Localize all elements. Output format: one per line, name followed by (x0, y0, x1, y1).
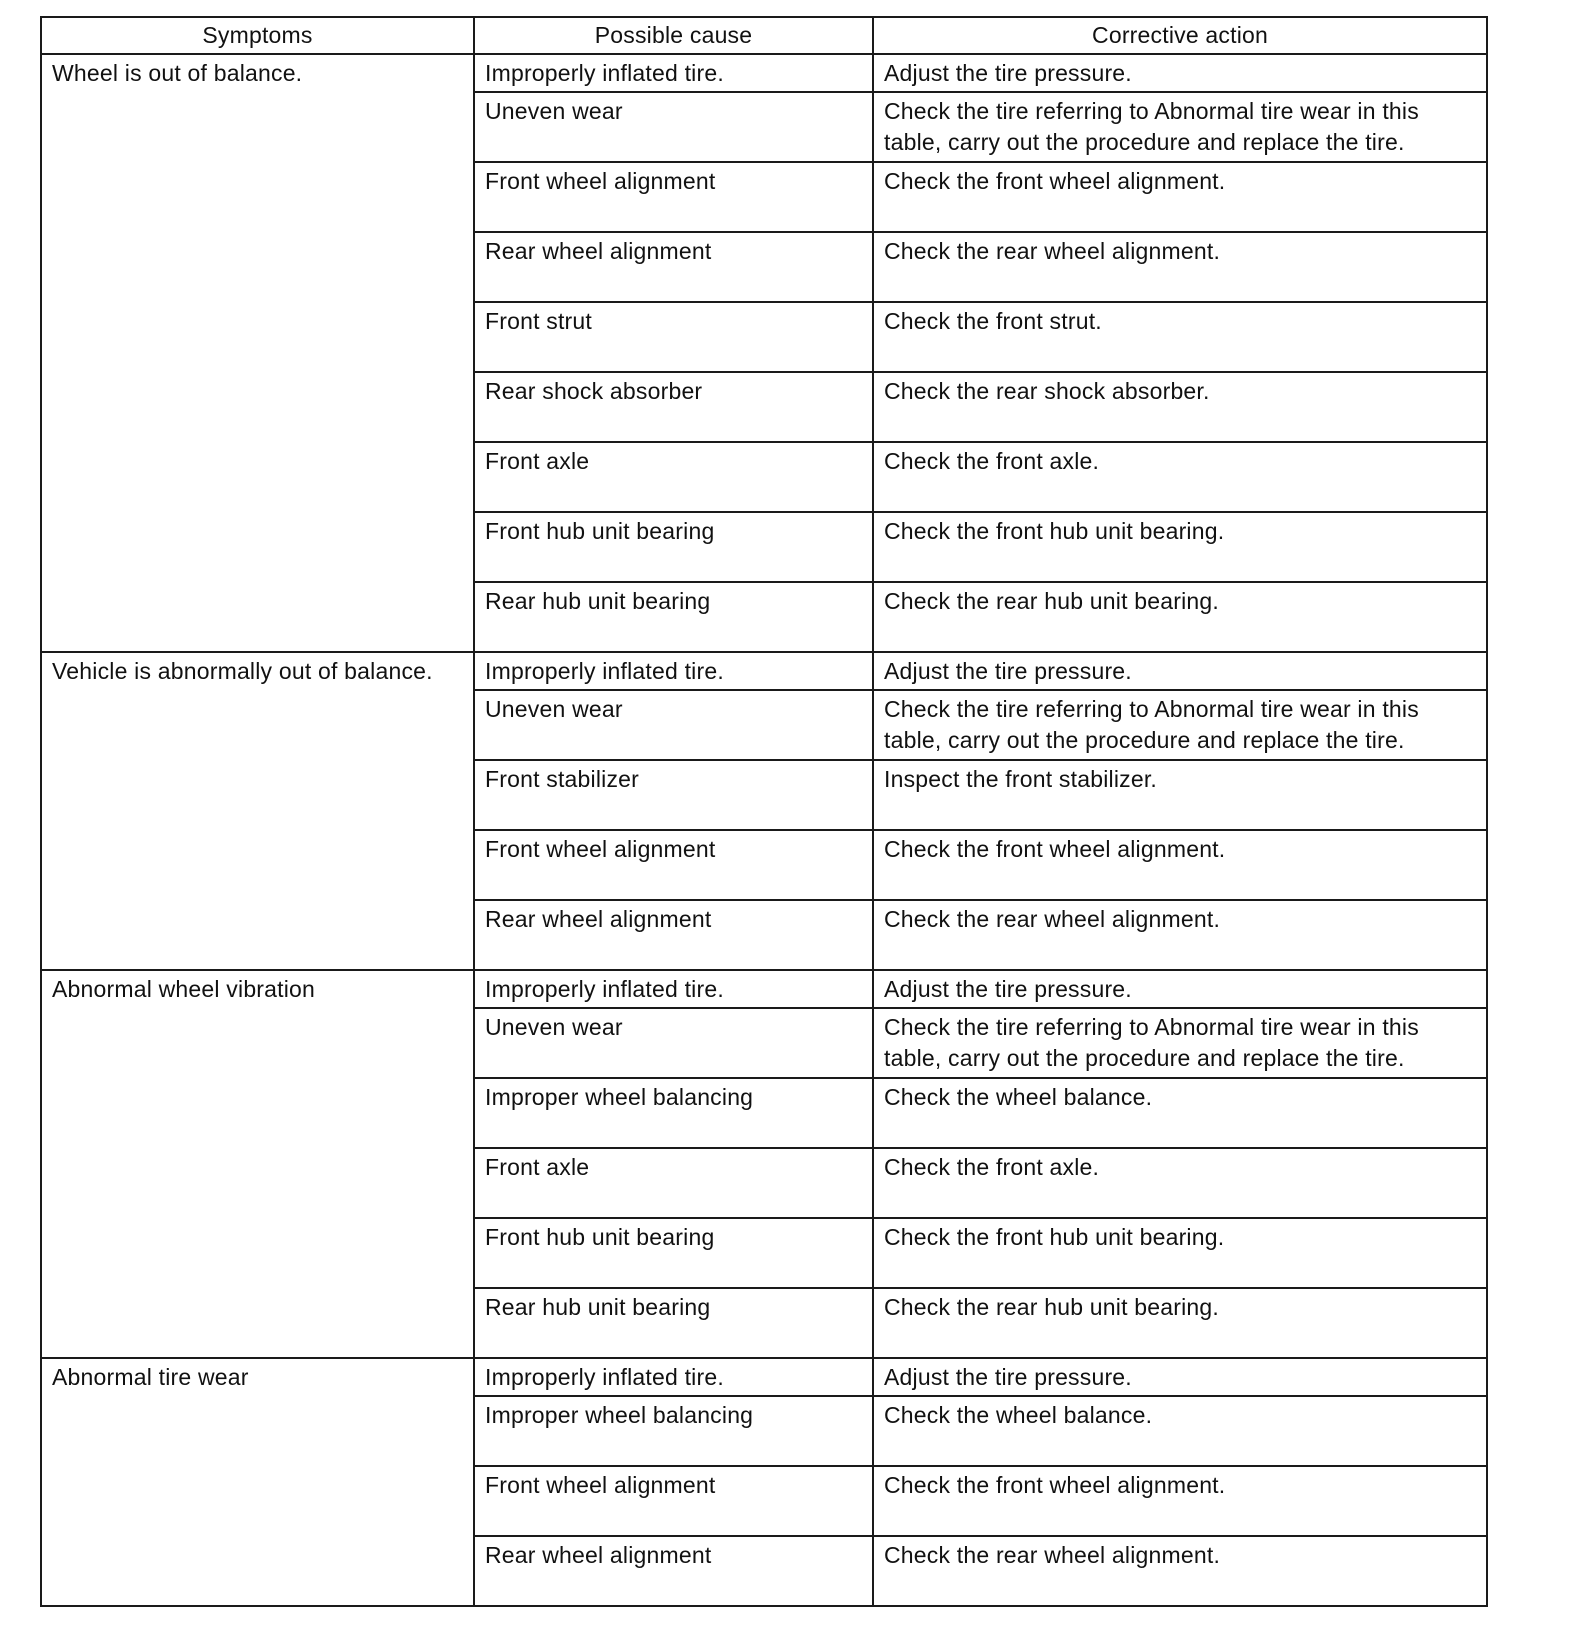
action-cell: Check the front wheel alignment. (873, 162, 1487, 232)
table-row (41, 1358, 1487, 1396)
table-row (41, 970, 1487, 1008)
symptom-cell: Abnormal wheel vibration (41, 970, 474, 1358)
cause-cell: Improperly inflated tire. (474, 652, 873, 690)
action-cell: Adjust the tire pressure. (873, 970, 1487, 1008)
cause-cell: Improperly inflated tire. (474, 54, 873, 92)
cause-cell: Front wheel alignment (474, 162, 873, 232)
action-cell: Adjust the tire pressure. (873, 1358, 1487, 1396)
cause-cell: Rear wheel alignment (474, 1536, 873, 1606)
action-cell: Check the rear hub unit bearing. (873, 582, 1487, 652)
action-cell: Check the wheel balance. (873, 1078, 1487, 1148)
header-symptoms: Symptoms (41, 17, 474, 54)
header-row (41, 17, 1487, 54)
action-cell: Check the rear shock absorber. (873, 372, 1487, 442)
troubleshooting-table (40, 16, 1488, 1607)
action-cell: Check the tire referring to Abnormal tire wear in this table, carry out the procedure and replace the tire. (873, 1008, 1487, 1078)
action-cell: Check the front hub unit bearing. (873, 512, 1487, 582)
cause-cell: Front hub unit bearing (474, 1218, 873, 1288)
symptom-cell: Wheel is out of balance. (41, 54, 474, 652)
cause-cell: Improperly inflated tire. (474, 970, 873, 1008)
cause-cell: Improper wheel balancing (474, 1396, 873, 1466)
table-row (41, 54, 1487, 92)
cause-cell: Front stabilizer (474, 760, 873, 830)
cause-cell: Uneven wear (474, 690, 873, 760)
action-cell: Adjust the tire pressure. (873, 54, 1487, 92)
cause-cell: Rear wheel alignment (474, 232, 873, 302)
action-cell: Check the front wheel alignment. (873, 1466, 1487, 1536)
cause-cell: Front strut (474, 302, 873, 372)
header-corrective-action: Corrective action (873, 17, 1487, 54)
action-cell: Check the front axle. (873, 442, 1487, 512)
action-cell: Inspect the front stabilizer. (873, 760, 1487, 830)
action-cell: Check the wheel balance. (873, 1396, 1487, 1466)
action-cell: Check the rear hub unit bearing. (873, 1288, 1487, 1358)
action-cell: Check the front axle. (873, 1148, 1487, 1218)
action-cell: Check the rear wheel alignment. (873, 1536, 1487, 1606)
cause-cell: Improper wheel balancing (474, 1078, 873, 1148)
cause-cell: Improperly inflated tire. (474, 1358, 873, 1396)
action-cell: Check the rear wheel alignment. (873, 232, 1487, 302)
action-cell: Check the rear wheel alignment. (873, 900, 1487, 970)
cause-cell: Front wheel alignment (474, 1466, 873, 1536)
cause-cell: Uneven wear (474, 92, 873, 162)
header-possible-cause: Possible cause (474, 17, 873, 54)
cause-cell: Front axle (474, 442, 873, 512)
cause-cell: Uneven wear (474, 1008, 873, 1078)
cause-cell: Rear wheel alignment (474, 900, 873, 970)
action-cell: Adjust the tire pressure. (873, 652, 1487, 690)
cause-cell: Rear shock absorber (474, 372, 873, 442)
action-cell: Check the tire referring to Abnormal tire wear in this table, carry out the procedure and replace the tire. (873, 690, 1487, 760)
action-cell: Check the tire referring to Abnormal tire wear in this table, carry out the procedure and replace the tire. (873, 92, 1487, 162)
action-cell: Check the front hub unit bearing. (873, 1218, 1487, 1288)
cause-cell: Front wheel alignment (474, 830, 873, 900)
action-cell: Check the front wheel alignment. (873, 830, 1487, 900)
table-row (41, 652, 1487, 690)
cause-cell: Front axle (474, 1148, 873, 1218)
action-cell: Check the front strut. (873, 302, 1487, 372)
cause-cell: Front hub unit bearing (474, 512, 873, 582)
cause-cell: Rear hub unit bearing (474, 1288, 873, 1358)
cause-cell: Rear hub unit bearing (474, 582, 873, 652)
symptom-cell: Abnormal tire wear (41, 1358, 474, 1606)
symptom-cell: Vehicle is abnormally out of balance. (41, 652, 474, 970)
